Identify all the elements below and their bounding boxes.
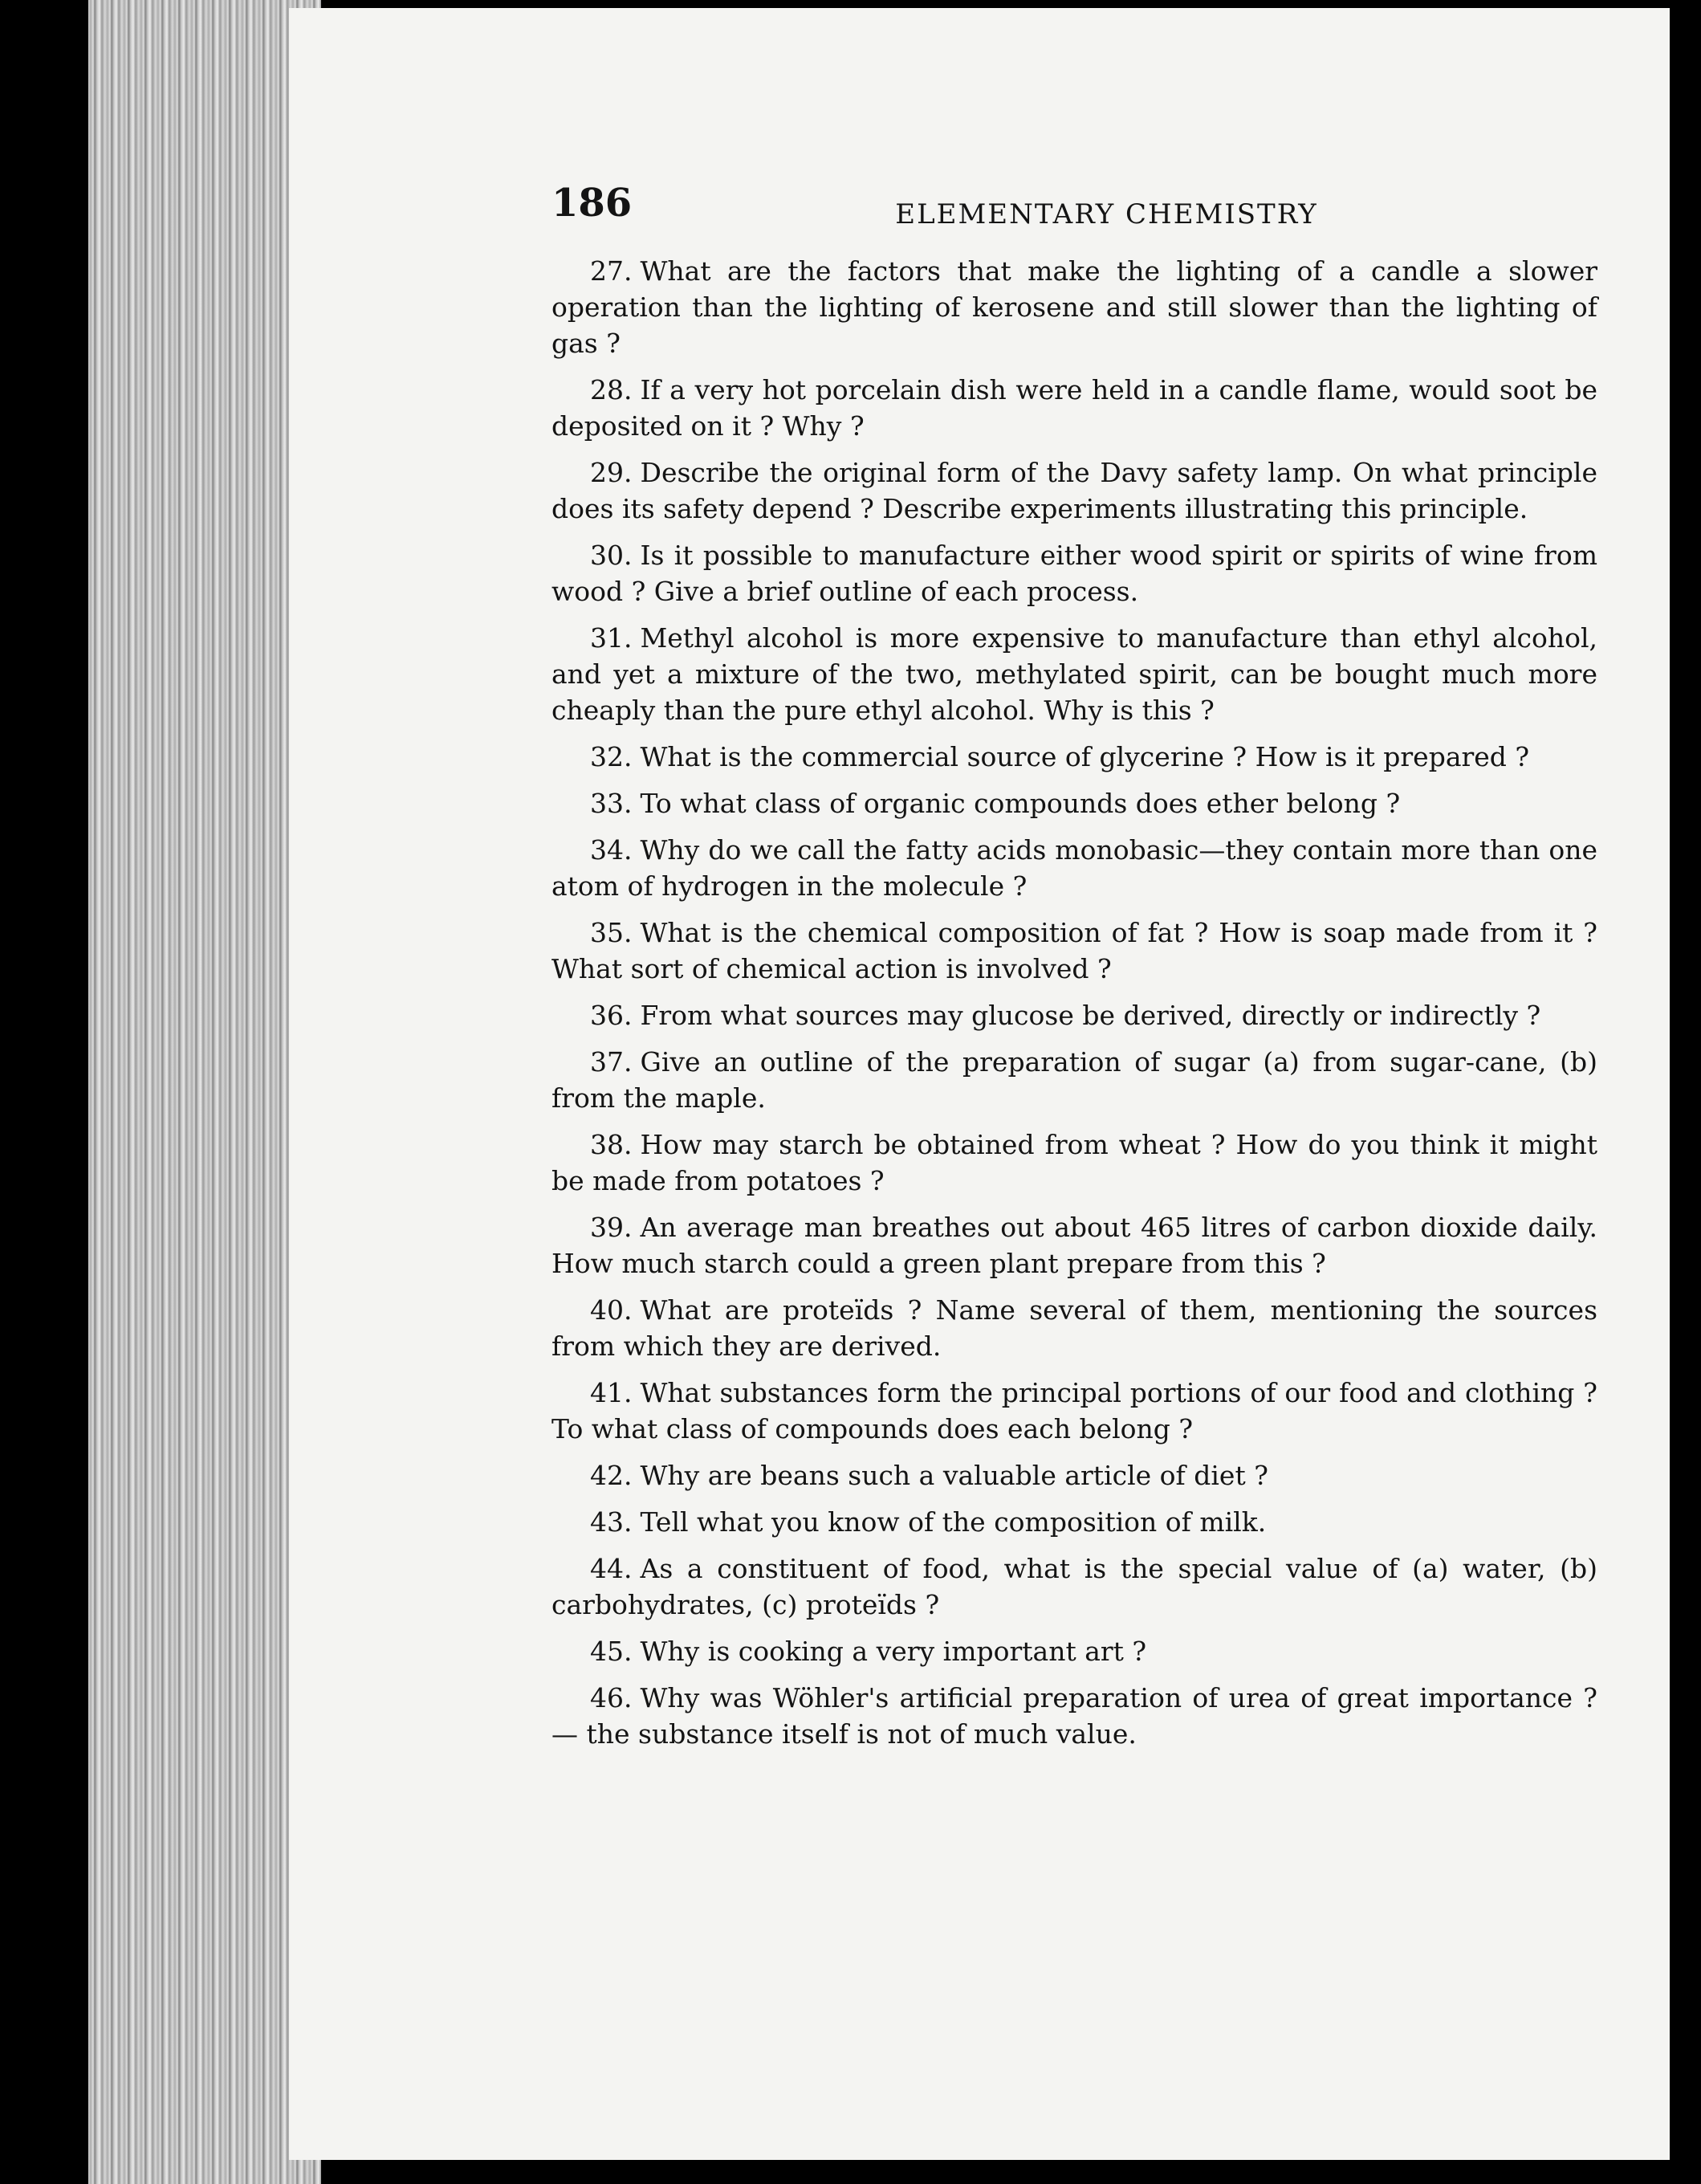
question-item <box>551 1375 1597 1447</box>
question-number: 44. <box>590 1553 633 1584</box>
question-text: What substances form the principal portions of our food and clothing ? To what class of compounds does each belong ? <box>551 1377 1597 1444</box>
question-number: 34. <box>590 834 633 866</box>
question-number: 28. <box>590 374 633 405</box>
question-text: Is it possible to manufacture either wood spirit or spirits of wine from wood ? Give a brief outline of each process. <box>551 540 1597 607</box>
question-text: An average man breathes out about 465 litres of carbon dioxide daily. How much starch could a green plant prepare from this ? <box>551 1212 1597 1279</box>
question-item <box>551 454 1597 527</box>
question-text: What are proteïds ? Name several of them, mentioning the sources from which they are derived. <box>551 1294 1597 1362</box>
question-number: 43. <box>590 1506 633 1538</box>
question-item <box>551 832 1597 904</box>
question-number: 35. <box>590 917 633 948</box>
question-number: 45. <box>590 1636 633 1667</box>
question-list <box>551 253 1597 1752</box>
question-text: Why do we call the fatty acids monobasic—they contain more than one atom of hydrogen in the molecule ? <box>551 834 1597 902</box>
question-text: To what class of organic compounds does ether belong ? <box>640 788 1401 819</box>
question-item <box>551 1292 1597 1364</box>
question-text: Give an outline of the preparation of sugar (a) from sugar-cane, (b) from the maple. <box>551 1046 1597 1114</box>
page-number: 186 <box>551 181 633 226</box>
question-text: As a constituent of food, what is the special value of (a) water, (b) carbohydrates, (c) proteïds ? <box>551 1553 1597 1620</box>
question-item <box>551 1633 1597 1669</box>
question-text: Why are beans such a valuable article of diet ? <box>640 1460 1268 1491</box>
question-text: From what sources may glucose be derived, directly or indirectly ? <box>640 1000 1541 1031</box>
question-item <box>551 1209 1597 1281</box>
question-number: 46. <box>590 1682 633 1713</box>
question-text: Why is cooking a very important art ? <box>640 1636 1147 1667</box>
question-number: 39. <box>590 1212 633 1243</box>
question-number: 27. <box>590 255 633 287</box>
question-item <box>551 1044 1597 1116</box>
question-item <box>551 1504 1597 1540</box>
book-page <box>289 8 1670 2160</box>
page-edge-stack <box>88 0 321 2184</box>
question-item <box>551 253 1597 361</box>
question-item <box>551 1457 1597 1493</box>
question-number: 30. <box>590 540 633 571</box>
question-number: 31. <box>590 622 633 654</box>
question-text: If a very hot porcelain dish were held in a candle flame, would soot be deposited on it ? Why ? <box>551 374 1597 442</box>
question-item <box>551 785 1597 821</box>
question-text: Describe the original form of the Davy safety lamp. On what principle does its safety depend ? Describe experiments illustrating this principle. <box>551 457 1597 524</box>
question-number: 36. <box>590 1000 633 1031</box>
question-number: 38. <box>590 1129 633 1160</box>
question-item <box>551 997 1597 1033</box>
question-item <box>551 537 1597 609</box>
page-content <box>551 181 1597 1762</box>
question-text: What are the factors that make the lighting of a candle a slower operation than the lighting of kerosene and still slower than the lighting of gas ? <box>551 255 1597 359</box>
question-text: Why was Wöhler's artificial preparation of urea of great importance ?— the substance itself is not of much value. <box>551 1682 1597 1750</box>
question-item <box>551 1550 1597 1623</box>
question-text: What is the commercial source of glycerine ? How is it prepared ? <box>640 741 1530 772</box>
question-item <box>551 915 1597 987</box>
question-text: Methyl alcohol is more expensive to manufacture than ethyl alcohol, and yet a mixture of the two, methylated spirit, can be bought much more cheaply than the pure ethyl alcohol. Why is this ? <box>551 622 1597 726</box>
question-item <box>551 739 1597 775</box>
question-text: How may starch be obtained from wheat ? How do you think it might be made from potatoes ? <box>551 1129 1597 1196</box>
question-number: 37. <box>590 1046 633 1078</box>
question-item <box>551 620 1597 728</box>
question-number: 42. <box>590 1460 633 1491</box>
question-item <box>551 1127 1597 1199</box>
question-number: 29. <box>590 457 633 488</box>
question-text: What is the chemical composition of fat ? How is soap made from it ? What sort of chemical action is involved ? <box>551 917 1597 984</box>
question-item <box>551 1680 1597 1752</box>
question-number: 33. <box>590 788 633 819</box>
question-number: 41. <box>590 1377 633 1408</box>
question-text: Tell what you know of the composition of milk. <box>640 1506 1267 1538</box>
question-number: 32. <box>590 741 633 772</box>
question-number: 40. <box>590 1294 633 1326</box>
running-head <box>551 181 1597 253</box>
running-title: ELEMENTARY CHEMISTRY <box>895 198 1318 230</box>
question-item <box>551 372 1597 444</box>
